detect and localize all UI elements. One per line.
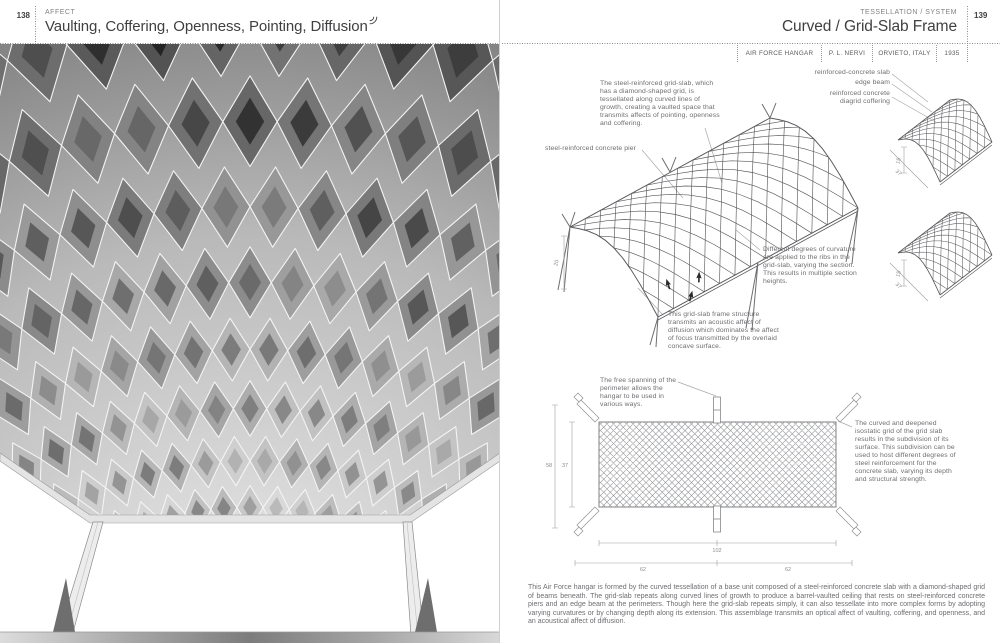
annotation-pier-label: steel-reinforced concrete pier — [545, 145, 637, 152]
sound-wave-icon — [369, 12, 378, 29]
annotation-slab-label: reinforced-concrete slab — [814, 69, 890, 76]
floor — [0, 632, 500, 643]
left-page-number: 138 — [16, 11, 30, 20]
header-divider-dotted — [35, 6, 36, 43]
left-title-text: Vaulting, Coffering, Openness, Pointing, Diffusion — [45, 18, 368, 35]
footer-paragraph: This Air Force hangar is formed by the curved tessellation of a base unit composed of a steel-reinforced concrete slab with a diamond-shaped grid of beams beneath. The grid-slab repeats along curved lines of growth to produce a barrel-vaulted ceiling that rests on steel-reinforced concrete piers and an edge beam at the perimeters. Though here the grid-slab repeats simply, it can also tessellate into more complex forms by adopting varying curvatures or by changing depth along its extension. This assemblage transmits an optical affect of vaulting, coffering, and openness, and an acoustical affect of diffusion. — [528, 584, 985, 626]
unit-diagram-2 — [898, 212, 992, 295]
unit-diagram-1 — [898, 99, 992, 182]
annotation-intro: The steel-reinforced grid-slab, which has a diamond-shaped grid, is tessellated along curved lines of growth, creating a vaulted space that transmits affects of pointing, openness and coffering. — [600, 80, 720, 127]
svg-text:37: 37 — [893, 281, 903, 291]
svg-text:62: 62 — [784, 567, 792, 573]
left-page-title — [45, 18, 377, 35]
metadata-location: ORVIETO, ITALY — [872, 45, 936, 62]
svg-text:58: 58 — [545, 463, 553, 469]
svg-text:20: 20 — [553, 259, 561, 267]
svg-text:15: 15 — [895, 157, 903, 165]
dimension-labels — [546, 157, 903, 573]
annotation-curvature: Different degrees of curvature are applied to the ribs in the grid-slab, varying the section. This results in multiple section heights. — [763, 246, 857, 285]
annotation-isostatic: The curved and deepened isostatic grid of the grid slab results in the subdivision of its surface. This subdivision can be used to host different degrees of steel reinforcement for the concrete slab, varying its depth and structural strength. — [855, 420, 956, 483]
right-page-number: 139 — [974, 11, 988, 20]
right-page — [500, 0, 1000, 643]
metadata-year: 1935 — [936, 45, 968, 62]
coffered-vault-rendering — [0, 44, 500, 643]
annotation-edge-beam-label: edge beam — [855, 79, 890, 86]
svg-text:37: 37 — [561, 463, 569, 469]
annotation-coffering-label: reinforced concrete diagrid coffering — [829, 90, 890, 105]
right-section-label: TESSELLATION / SYSTEM — [860, 9, 957, 16]
metadata-project: AIR FORCE HANGAR — [737, 45, 821, 62]
svg-text:37: 37 — [893, 168, 903, 178]
left-section-label: AFFECT — [45, 9, 76, 16]
annotation-acoustic: This grid-slab frame structure transmits an acoustic affect of diffusion which dominates the affect of focus transmitted by the overlaid concave surface. — [668, 311, 780, 350]
svg-text:15: 15 — [895, 270, 903, 278]
metadata-architect: P. L. NERVI — [821, 45, 872, 62]
annotation-free-span: The free spanning of the perimeter allows the hangar to be used in various ways. — [600, 377, 677, 408]
svg-text:102: 102 — [712, 548, 722, 554]
right-page-title: Curved / Grid-Slab Frame — [781, 18, 957, 35]
svg-text:62: 62 — [639, 567, 647, 573]
